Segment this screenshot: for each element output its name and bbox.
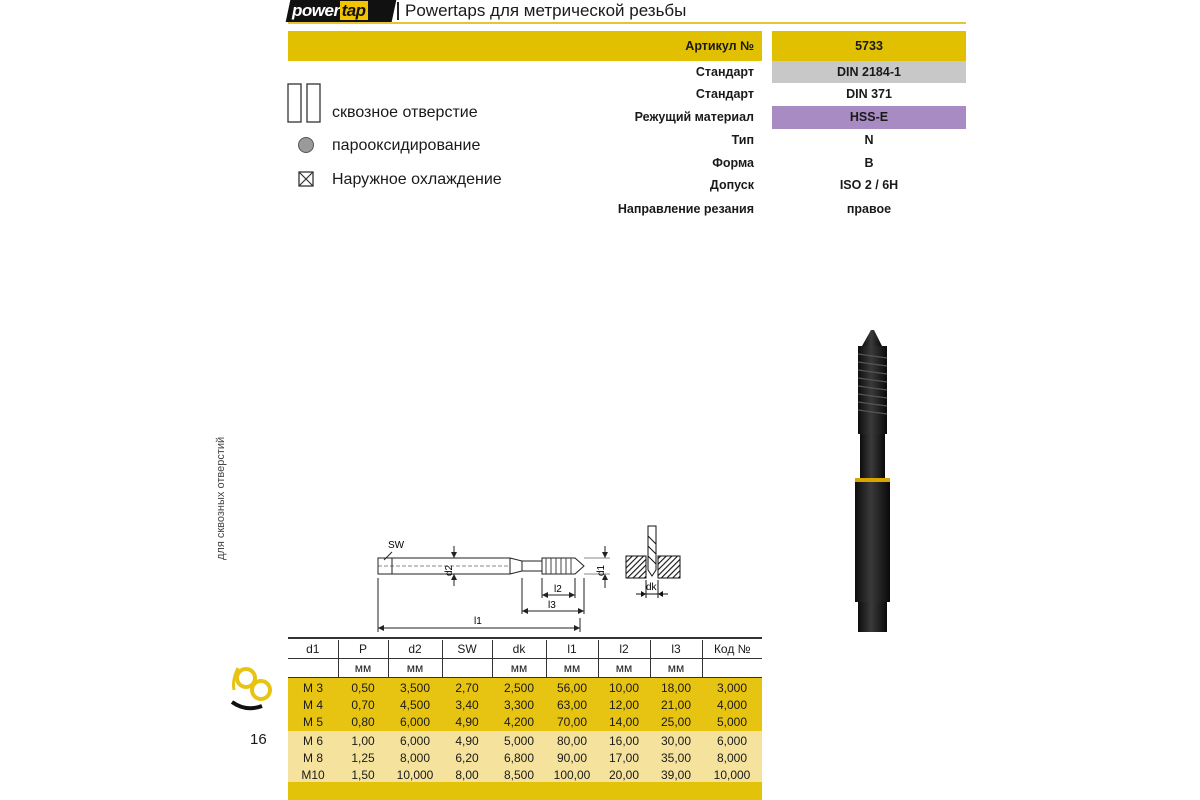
cell: 3,40 <box>442 697 492 714</box>
spec-value-material: HSS-E <box>772 106 966 129</box>
table-bottom-band <box>288 782 762 800</box>
unit-cell: мм <box>650 659 702 678</box>
col-header-p: P <box>338 640 388 659</box>
cell: 3,500 <box>388 678 442 698</box>
cell: 63,00 <box>546 697 598 714</box>
col-header-d1: d1 <box>288 640 338 659</box>
spec-label-form: Форма <box>712 156 754 170</box>
col-header-l2: l2 <box>598 640 650 659</box>
cell: M 4 <box>288 697 338 714</box>
cell: 6,000 <box>388 731 442 750</box>
unit-cell <box>288 659 338 678</box>
cell: 3,000 <box>702 678 762 698</box>
article-value: 5733 <box>772 31 966 61</box>
cell: 10,00 <box>598 678 650 698</box>
cell: 6,000 <box>702 731 762 750</box>
unit-cell: мм <box>338 659 388 678</box>
label-sw: SW <box>388 540 405 551</box>
cell: M 8 <box>288 750 338 767</box>
cell: 14,00 <box>598 714 650 731</box>
article-label: Артикул № <box>685 39 754 53</box>
cell: 56,00 <box>546 678 598 698</box>
spec-value-tolerance: ISO 2 / 6H <box>839 178 899 192</box>
cell: 10,000 <box>702 767 762 784</box>
legend-steam-oxidation: парооксидирование <box>332 137 481 154</box>
cell: 4,500 <box>388 697 442 714</box>
table-row <box>288 750 762 767</box>
cell: 0,80 <box>338 714 388 731</box>
cell: 5,000 <box>492 731 546 750</box>
label-l3: l3 <box>548 600 556 611</box>
cell: 70,00 <box>546 714 598 731</box>
col-header-d2: d2 <box>388 640 442 659</box>
col-header-code: Код № <box>702 640 762 659</box>
spec-value-standard-1: DIN 2184-1 <box>772 61 966 83</box>
table-row <box>288 731 762 750</box>
cell: M 6 <box>288 731 338 750</box>
table-header-row <box>288 640 762 659</box>
spec-value-form: B <box>864 156 874 170</box>
cell: 4,90 <box>442 714 492 731</box>
tap-product-image <box>838 318 908 638</box>
spec-label-standard-1: Стандарт <box>695 65 754 79</box>
cell: 0,50 <box>338 678 388 698</box>
page-title: Powertaps для метрической резьбы <box>405 1 687 20</box>
label-d2: d2 <box>444 564 455 576</box>
cell: 1,50 <box>338 767 388 784</box>
col-header-l3: l3 <box>650 640 702 659</box>
label-l1: l1 <box>474 616 482 627</box>
cell: 17,00 <box>598 750 650 767</box>
cell: 0,70 <box>338 697 388 714</box>
cell: 4,90 <box>442 731 492 750</box>
cell: 18,00 <box>650 678 702 698</box>
legend-external-cooling: Наружное охлаждение <box>332 171 502 188</box>
external-cooling-icon <box>298 171 314 187</box>
spec-label-cutting-direction: Направление резания <box>617 202 754 216</box>
cell: 6,800 <box>492 750 546 767</box>
table-row <box>288 697 762 714</box>
spec-value-standard-2: DIN 371 <box>846 87 892 101</box>
cell: 30,00 <box>650 731 702 750</box>
cell: 6,20 <box>442 750 492 767</box>
logo-text-power: power <box>292 1 340 20</box>
brand-logo <box>292 0 392 22</box>
unit-cell: мм <box>546 659 598 678</box>
cell: 10,000 <box>388 767 442 784</box>
cell: 35,00 <box>650 750 702 767</box>
logo-text-tap: tap <box>341 1 366 20</box>
unit-cell: мм <box>492 659 546 678</box>
decorative-thread-icon <box>228 660 278 716</box>
cell: 2,500 <box>492 678 546 698</box>
cell: 8,000 <box>702 750 762 767</box>
cell: 2,70 <box>442 678 492 698</box>
cell: 100,00 <box>546 767 598 784</box>
cell: 1,00 <box>338 731 388 750</box>
dimension-table <box>288 640 762 784</box>
unit-cell <box>442 659 492 678</box>
page-number: 16 <box>250 731 267 748</box>
cell: 21,00 <box>650 697 702 714</box>
unit-cell <box>702 659 762 678</box>
legend-through-hole: сквозное отверстие <box>332 104 478 121</box>
spec-label-material: Режущий материал <box>634 110 754 124</box>
table-units-row <box>288 659 762 678</box>
cell: 80,00 <box>546 731 598 750</box>
cell: 6,000 <box>388 714 442 731</box>
cell: 25,00 <box>650 714 702 731</box>
label-d1: d1 <box>596 564 607 576</box>
cell: 90,00 <box>546 750 598 767</box>
cell: 20,00 <box>598 767 650 784</box>
unit-cell: мм <box>598 659 650 678</box>
table-row <box>288 714 762 731</box>
unit-cell: мм <box>388 659 442 678</box>
cell: M 5 <box>288 714 338 731</box>
table-top-rule <box>288 637 762 639</box>
spec-label-type: Тип <box>731 133 754 147</box>
cell: 5,000 <box>702 714 762 731</box>
table-row <box>288 678 762 698</box>
spec-value-cutting-direction: правое <box>846 202 892 216</box>
col-header-sw: SW <box>442 640 492 659</box>
cell: 39,00 <box>650 767 702 784</box>
cell: 1,25 <box>338 750 388 767</box>
spec-value-type: N <box>864 133 874 147</box>
cell: 3,300 <box>492 697 546 714</box>
hole-section-drawing <box>624 524 688 602</box>
side-caption: для сквозных отверстий <box>215 436 227 560</box>
cell: 16,00 <box>598 731 650 750</box>
through-hole-icon <box>287 83 327 125</box>
label-l2: l2 <box>554 584 562 595</box>
col-header-l1: l1 <box>546 640 598 659</box>
cell: M 3 <box>288 678 338 698</box>
header-separator <box>397 2 399 20</box>
col-header-dk: dk <box>492 640 546 659</box>
steam-oxidation-icon <box>297 136 315 154</box>
spec-label-tolerance: Допуск <box>709 178 754 192</box>
cell: M10 <box>288 767 338 784</box>
cell: 12,00 <box>598 697 650 714</box>
cell: 4,000 <box>702 697 762 714</box>
cell: 8,000 <box>388 750 442 767</box>
cell: 4,200 <box>492 714 546 731</box>
label-dk: dk <box>646 582 657 593</box>
cell: 8,00 <box>442 767 492 784</box>
spec-label-standard-2: Стандарт <box>695 87 754 101</box>
header-rule <box>288 22 966 24</box>
cell: 8,500 <box>492 767 546 784</box>
